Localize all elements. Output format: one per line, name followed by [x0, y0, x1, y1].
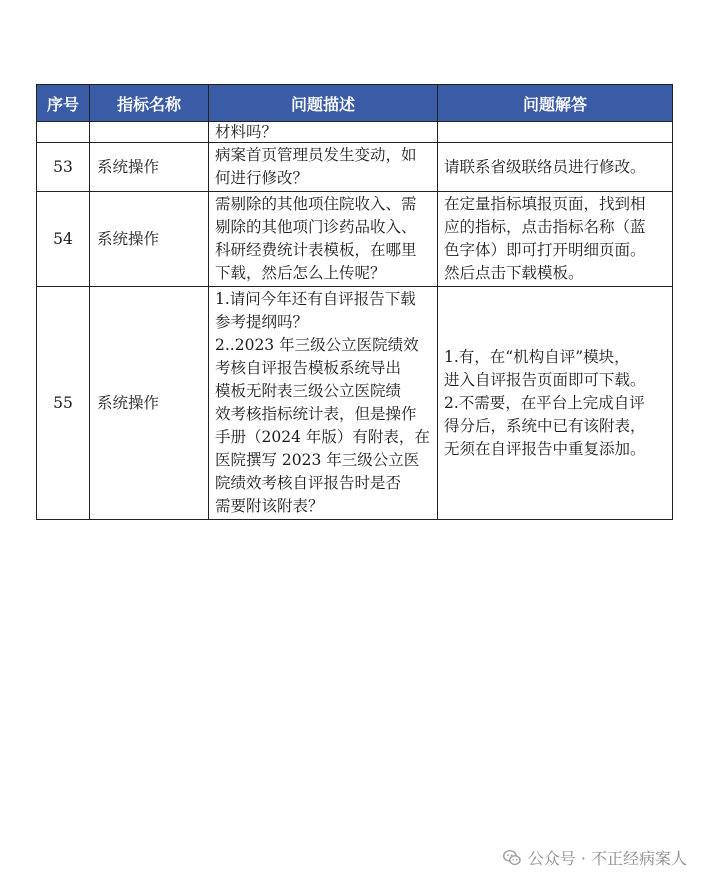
table-row: [37, 122, 673, 143]
row-question: [209, 143, 438, 192]
answer-line: 然后点击下载模板。: [444, 264, 584, 282]
answer-line: 得分后，系统中已有该附表，: [444, 416, 646, 435]
question-line: 材料吗？: [215, 123, 278, 141]
footer-text: 公众号 · 不正经病案人: [527, 849, 687, 868]
question-line: 1.请问今年还有自评报告下载: [215, 290, 416, 308]
row-indicator-name: 系统操作: [90, 192, 209, 287]
row-answer: [438, 192, 673, 287]
wechat-icon: [502, 848, 522, 868]
question-line: 2..2023 年三级公立医院绩效: [215, 336, 419, 354]
footer-watermark: [502, 846, 687, 869]
answer-line: 请联系省级联络员进行修改。: [444, 157, 646, 176]
answer-line: 应的指标，点击指标名称（蓝: [444, 218, 646, 236]
table-row: [37, 287, 673, 520]
question-line: 手册（2024 年版）有附表，在: [215, 428, 430, 446]
header-question: 问题描述: [209, 85, 438, 122]
row-number: 55: [37, 287, 90, 520]
question-line: 考核自评报告模板系统导出: [215, 359, 402, 377]
row-number: 54: [37, 192, 90, 287]
row-number: [37, 122, 90, 143]
answer-line: 在定量指标填报页面，找到相: [444, 195, 646, 213]
question-line: 医院撰写 2023 年三级公立医: [215, 451, 420, 469]
row-question: [209, 287, 438, 520]
question-line: 科研经费统计表模板，在哪里: [215, 241, 417, 259]
question-line: 院绩效考核自评报告时是否: [215, 474, 402, 492]
faq-table: [36, 84, 673, 520]
question-line: 需要附该附表？: [215, 497, 324, 515]
question-line: 剔除的其他项门诊药品收入、: [215, 218, 417, 236]
table-header-row: [37, 85, 673, 122]
question-line: 何进行修改？: [215, 169, 309, 187]
row-answer: [438, 143, 673, 192]
row-question: [209, 122, 438, 143]
row-number: 53: [37, 143, 90, 192]
question-line: 病案首页管理员发生变动，如: [215, 146, 417, 164]
header-indicator-name: 指标名称: [90, 85, 209, 122]
row-answer: [438, 287, 673, 520]
answer-line: 2.不需要，在平台上完成自评: [444, 393, 645, 412]
row-indicator-name: 系统操作: [90, 287, 209, 520]
answer-line: 进入自评报告页面即可下载。: [444, 370, 646, 389]
row-indicator-name: 系统操作: [90, 143, 209, 192]
question-line: 模板无附表三级公立医院绩: [215, 382, 402, 400]
table-row: [37, 192, 673, 287]
row-indicator-name: [90, 122, 209, 143]
row-answer: [438, 122, 673, 143]
row-question: [209, 192, 438, 287]
answer-line: 色字体）即可打开明细页面。: [444, 241, 646, 259]
header-number: 序号: [37, 85, 90, 122]
header-answer: 问题解答: [438, 85, 673, 122]
answer-line: 1.有，在“机构自评”模块，: [444, 347, 630, 366]
answer-line: 无须在自评报告中重复添加。: [444, 439, 646, 458]
question-line: 需剔除的其他项住院收入、需: [215, 195, 417, 213]
question-line: 效考核指标统计表，但是操作: [215, 405, 417, 423]
table-row: [37, 143, 673, 192]
question-line: 下载，然后怎么上传呢？: [215, 264, 386, 282]
question-line: 参考提纲吗？: [215, 313, 309, 331]
